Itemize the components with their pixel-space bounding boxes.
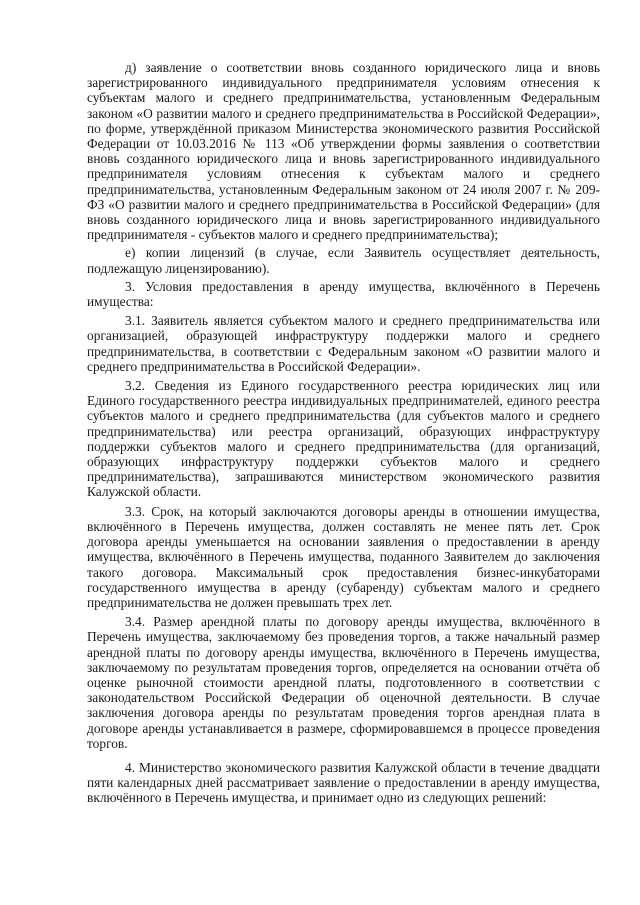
document-body	[87, 60, 600, 806]
paragraph-item-e-licenses: е) копии лицензий (в случае, если Заявитель осуществляет деятельность, подлежащую лицензированию).	[87, 245, 600, 276]
paragraph-item-d-declaration: д) заявление о соответствии вновь созданного юридического лица и вновь зарегистрированного индивидуального предпринимателя условиям отнесения к субъектам малого и среднего предпринимательства, установленным Федеральным законом «О развитии малого и среднего предпринимательства в Российской Федерации», по форме, утверждённой приказом Министерства экономического развития Российской Федерации от 10.03.2016 № 113 «Об утверждении формы заявления о соответствии вновь созданного юридического лица и вновь зарегистрированного индивидуального предпринимателя условиям отнесения к субъектам малого и среднего предпринимательства, установленным Федеральным законом от 24 июля 2007 г. № 209-ФЗ «О развитии малого и среднего предпринимательства в Российской Федерации» (для вновь созданного юридического лица и вновь зарегистрированного индивидуального предпринимателя - субъектов малого и среднего предпринимательства);	[87, 60, 600, 243]
paragraph-clause-3-2: 3.2. Сведения из Единого государственного реестра юридических лиц или Единого государственного реестра индивидуальных предпринимателей, единого реестра субъектов малого и среднего предпринимательства (для субъектов малого и среднего предпринимательства) или реестра организаций, образующих инфраструктуру поддержки субъектов малого и среднего предпринимательства (для организаций, образующих инфраструктуру поддержки субъектов малого и среднего предпринимательства), запрашиваются министерством экономического развития Калужской области.	[87, 378, 600, 500]
paragraph-section-3-conditions: 3. Условия предоставления в аренду имущества, включённого в Перечень имущества:	[87, 278, 600, 310]
paragraph-clause-3-1: 3.1. Заявитель является субъектом малого и среднего предпринимательства или организацией, образующей инфраструктуру поддержки малого и среднего предпринимательства, в соответствии с Федеральным законом «О развитии малого и среднего предпринимательства в Российской Федерации».	[87, 313, 600, 374]
paragraph-clause-3-4: 3.4. Размер арендной платы по договору аренды имущества, включённого в Перечень имущества, заключаемому без проведения торгов, а также начальный размер арендной платы по договору аренды имущества, включённого в Перечень имущества, заключаемому по результатам проведения торгов, определяется на основании отчёта об оценке рыночной стоимости арендной платы, подготовленного в соответствии с законодательством Российской Федерации об оценочной деятельности. В случае заключения договора аренды по результатам проведения торгов арендная плата в договоре аренды устанавливается в размере, сформировавшемся в процессе проведения торгов.	[87, 614, 600, 751]
paragraph-section-4-decision: 4. Министерство экономического развития Калужской области в течение двадцати пяти календарных дней рассматривает заявление о предоставлении в аренду имущества, включённого в Перечень имущества, и принимает одно из следующих решений:	[87, 759, 600, 806]
paragraph-clause-3-3: 3.3. Срок, на который заключаются договоры аренды в отношении имущества, включённого в Перечень имущества, должен составлять не менее пять лет. Срок договора аренды уменьшается на основании заявления о предоставлении в аренду имущества, включённого в Перечень имущества, поданного Заявителем до заключения такого договора. Максимальный срок предоставления бизнес-инкубаторами государственного имущества в аренду (субаренду) субъектам малого и среднего предпринимательства не должен превышать трех лет.	[87, 503, 600, 610]
